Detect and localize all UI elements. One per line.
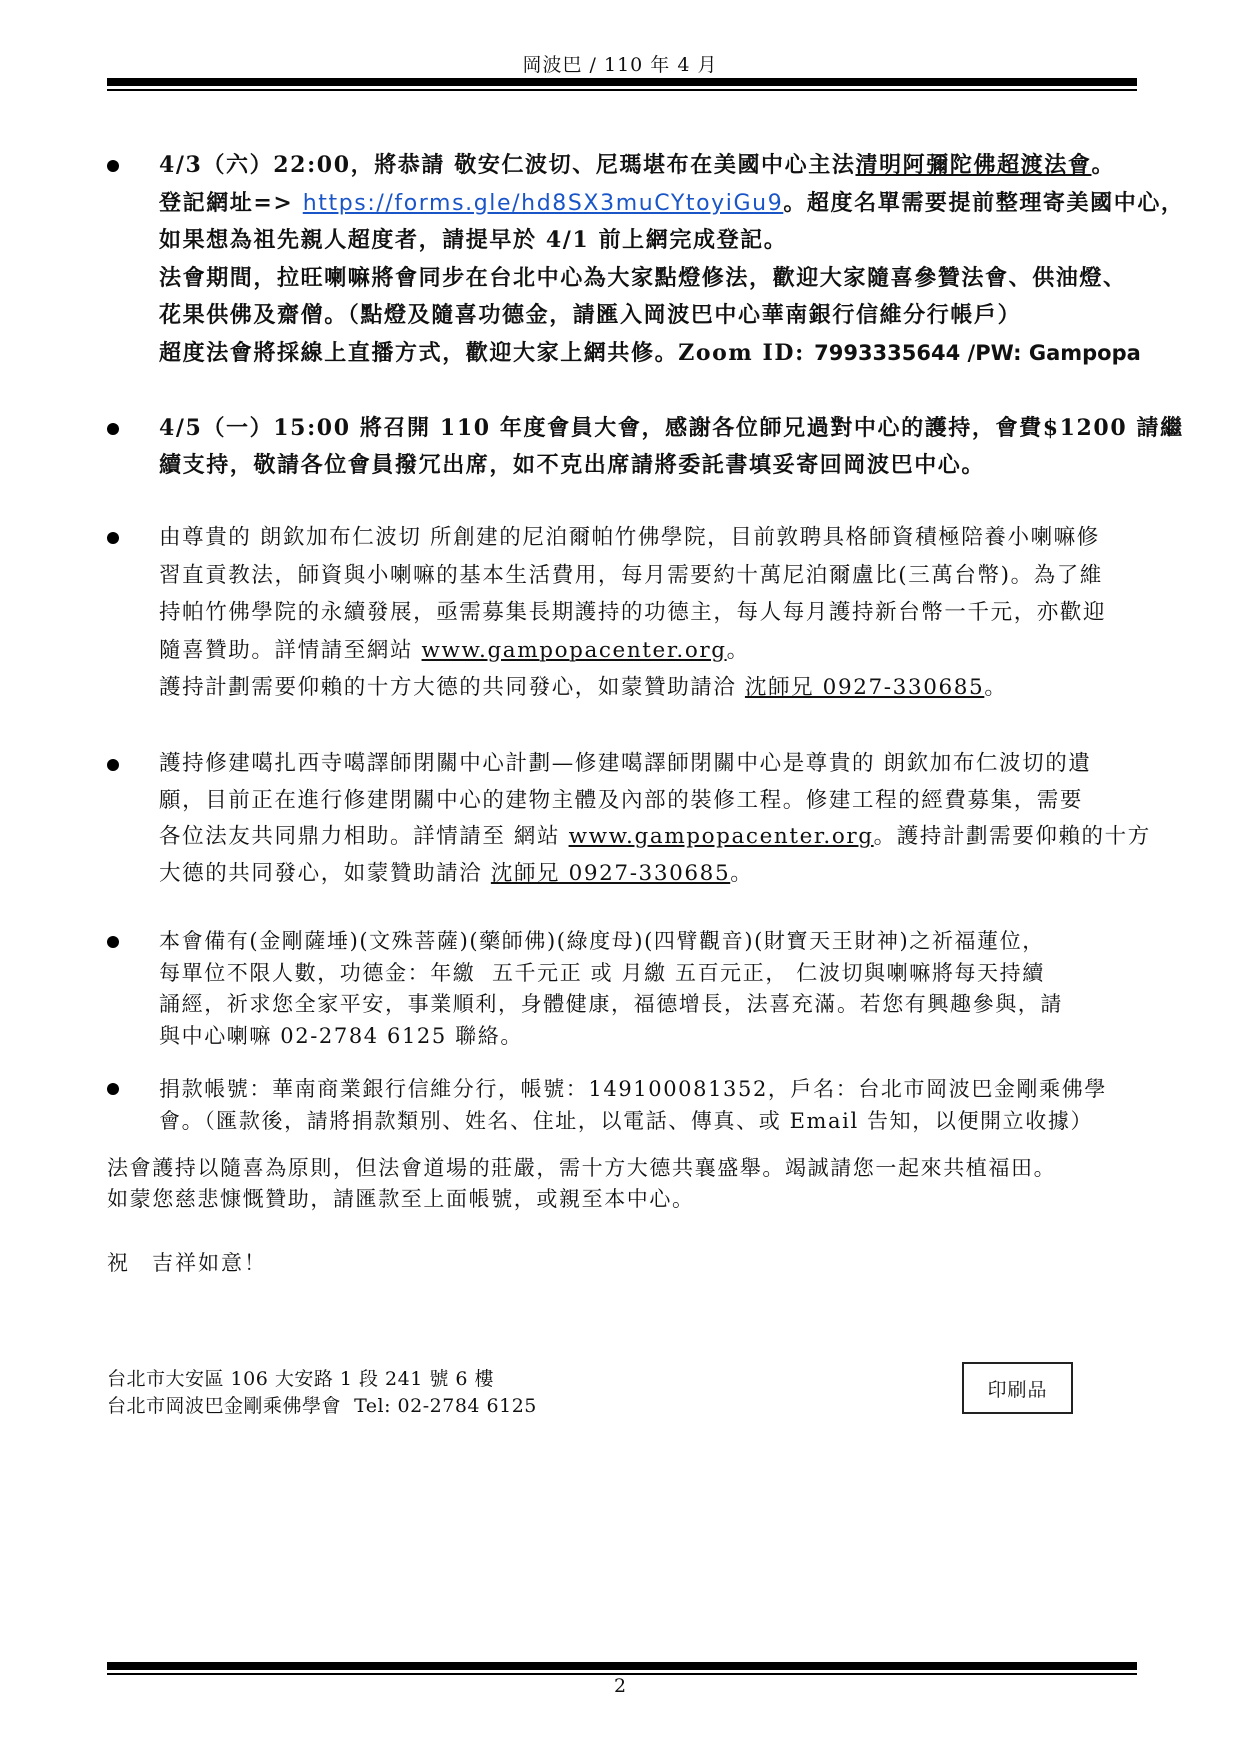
bullet-icon — [107, 423, 119, 435]
notice-line: 大德的共同發心，如蒙贊助請洽 沈師兄 0927-330685。 — [159, 860, 754, 886]
notice-line: 如果想為祖先親人超度者，請提早於 4/1 前上網完成登記。 — [159, 227, 788, 253]
footer-divider-thick — [107, 1662, 1137, 1670]
bullet-icon — [107, 160, 119, 172]
notice-item-dharma-assembly — [107, 147, 1185, 372]
notice-item-blessing-lotus — [107, 926, 1167, 1052]
notice-line: 持帕竹佛學院的永續發展，亟需募集長期護持的功德主，每人每月護持新台幣一千元，亦歡迎 — [159, 600, 1107, 625]
notice-line: 誦經，祈求您全家平安，事業順利，身體健康，福德增長，法喜充滿。若您有興趣參與，請 — [159, 992, 1063, 1016]
organization-contact-line: 台北市岡波巴金剛乘佛學會 Tel: 02-2784 6125 — [107, 1395, 537, 1417]
notice-item-donation-account — [107, 1073, 1167, 1137]
notice-line: 各位法友共同鼎力相助。詳情請至 網站 www.gampopacenter.org。護持計劃需要仰賴的十方 — [159, 824, 1151, 849]
notice-line: 4/3（六）22:00，將恭請 敬安仁波切、尼瑪堪布在美國中心主法清明阿彌陀佛超渡法會。 — [159, 152, 1116, 178]
registration-link[interactable]: https://forms.gle/hd8SX3muCYtoyiGu9 — [302, 190, 784, 216]
notice-line: 每單位不限人數，功德金：年繳 五千元正 或 月繳 五百元正， 仁波切與喇嘛將每天持續 — [159, 960, 1045, 985]
notice-line: 習直貢教法，師資與小喇嘛的基本生活費用，每月需要約十萬尼泊爾盧比(三萬台幣)。為了維 — [159, 562, 1103, 588]
notice-line: 花果供佛及齋僧。（點燈及隨喜功德金，請匯入岡波巴中心華南銀行信維分行帳戶） — [159, 302, 1022, 328]
notice-line: 由尊貴的 朗欽加布仁波切 所創建的尼泊爾帕竹佛學院，目前敦聘具格師資積極陪養小喇嘛修 — [159, 525, 1100, 550]
notice-line: 超度法會將採線上直播方式，歡迎大家上網共修。Zoom ID: 7993335644 /PW: Gampopa — [159, 339, 1141, 366]
page-header-title: 岡波巴 / 110 年 4 月 — [522, 54, 718, 76]
address-line: 台北市大安區 106 大安路 1 段 241 號 6 樓 — [107, 1368, 495, 1390]
blessing-line: 祝 吉祥如意！ — [107, 1251, 267, 1275]
page-number: 2 — [613, 1675, 627, 1697]
notice-line: 捐款帳號：華南商業銀行信維分行，帳號：149100081352，戶名：台北市岡波巴金剛乘佛學 — [159, 1077, 1107, 1101]
notice-line: 願，目前正在進行修建閉關中心的建物主體及內部的裝修工程。修建工程的經費募集，需要 — [159, 787, 1084, 813]
bullet-icon — [107, 1083, 119, 1095]
notice-line: 法會期間，拉旺喇嘛將會同步在台北中心為大家點燈修法，歡迎大家隨喜參贊法會、供油燈、 — [159, 264, 1127, 291]
contact-phone: 沈師兄 0927-330685 — [490, 860, 731, 886]
notice-line: 登記網址=> https://forms.gle/hd8SX3muCYtoyiGu9。超度名單需要提前整理寄美國中心， — [159, 189, 1185, 216]
address-block — [107, 1366, 537, 1420]
bullet-icon — [107, 759, 119, 771]
notice-line: 隨喜贊助。詳情請至網站 www.gampopacenter.org。 — [159, 637, 750, 663]
notice-line: 護持修建噶扎西寺噶譯師閉關中心計劃—修建噶譯師閉關中心是尊貴的 朗欽加布仁波切的遺 — [159, 751, 1092, 776]
notice-line: 會。（匯款後，請將捐款類別、姓名、住址，以電話、傳真、或 Email 告知，以便開立收據） — [159, 1109, 1094, 1133]
notice-line: 護持計劃需要仰賴的十方大德的共同發心，如蒙贊助請洽 沈師兄 0927-330685。 — [159, 675, 1008, 700]
notice-line: 與中心喇嘛 02-2784 6125 聯絡。 — [159, 1023, 523, 1048]
bullet-icon — [107, 532, 119, 544]
header-divider-thin — [107, 89, 1137, 91]
notice-item-retreat-center — [107, 746, 1167, 892]
website-link[interactable]: www.gampopacenter.org — [568, 824, 874, 849]
notice-line: 本會備有(金剛薩埵)(文殊菩薩)(藥師佛)(綠度母)(四臂觀音)(財寶天王財神)之祈福蓮位， — [159, 929, 1045, 953]
closing-line: 如蒙您慈悲慷慨贊助，請匯款至上面帳號，或親至本中心。 — [107, 1187, 695, 1211]
notice-item-buddhist-institute — [107, 519, 1167, 707]
notice-item-member-meeting — [107, 410, 1184, 484]
zoom-credentials: 7993335644 /PW: Gampopa — [814, 340, 1141, 365]
contact-phone: 沈師兄 0927-330685 — [744, 675, 985, 700]
printed-matter-label: 印刷品 — [962, 1362, 1073, 1414]
notice-line: 續支持，敬請各位會員撥冗出席，如不克出席請將委託書填妥寄回岡波巴中心。 — [159, 452, 986, 478]
header-divider-thick — [107, 78, 1137, 86]
bullet-icon — [107, 936, 119, 948]
website-link[interactable]: www.gampopacenter.org — [421, 637, 727, 663]
notice-line: 4/5（一）15:00 將召開 110 年度會員大會，感謝各位師兄過對中心的護持，會費$1200 請繼 — [159, 415, 1184, 441]
closing-paragraph — [107, 1153, 1056, 1215]
closing-line: 法會護持以隨喜為原則，但法會道場的莊嚴，需十方大德共襄盛舉。竭誠請您一起來共植福田。 — [107, 1156, 1057, 1180]
